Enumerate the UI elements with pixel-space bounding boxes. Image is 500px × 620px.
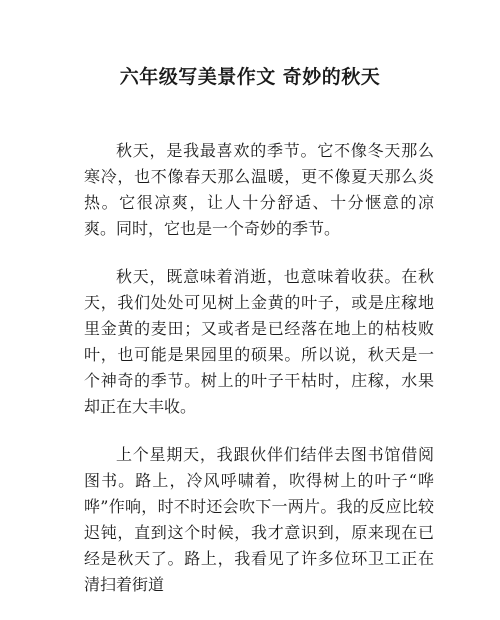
paragraph-2: 秋天，既意味着消逝，也意味着收获。在秋天，我们处处可见树上金黄的叶子，或是庄稼地里金黄的麦田；又或者是已经落在地上的枯枝败叶，也可能是果园里的硕果。所以说，秋天是一个神奇的季节。树上的叶子干枯时，庄稼，水果却正在大丰收。 (84, 267, 434, 416)
document-body (84, 138, 434, 620)
paragraph-3: 上个星期天，我跟伙伴们结伴去图书馆借阅图书。路上，冷风呼啸着，吹得树上的叶子“哗哗”作响，时不时还会吹下一两片。我的反应比较迟钝，直到这个时候，我才意识到，原来现在已经是秋天了。路上，我看见了许多位环卫工正在清扫着街道 (84, 445, 434, 594)
paragraph-1: 秋天，是我最喜欢的季节。它不像冬天那么寒冷，也不像春天那么温暖，更不像夏天那么炎热。它很凉爽，让人十分舒适、十分惬意的凉爽。同时，它也是一个奇妙的季节。 (84, 141, 434, 238)
document-title: 六年级写美景作文 奇妙的秋天 (119, 66, 381, 88)
